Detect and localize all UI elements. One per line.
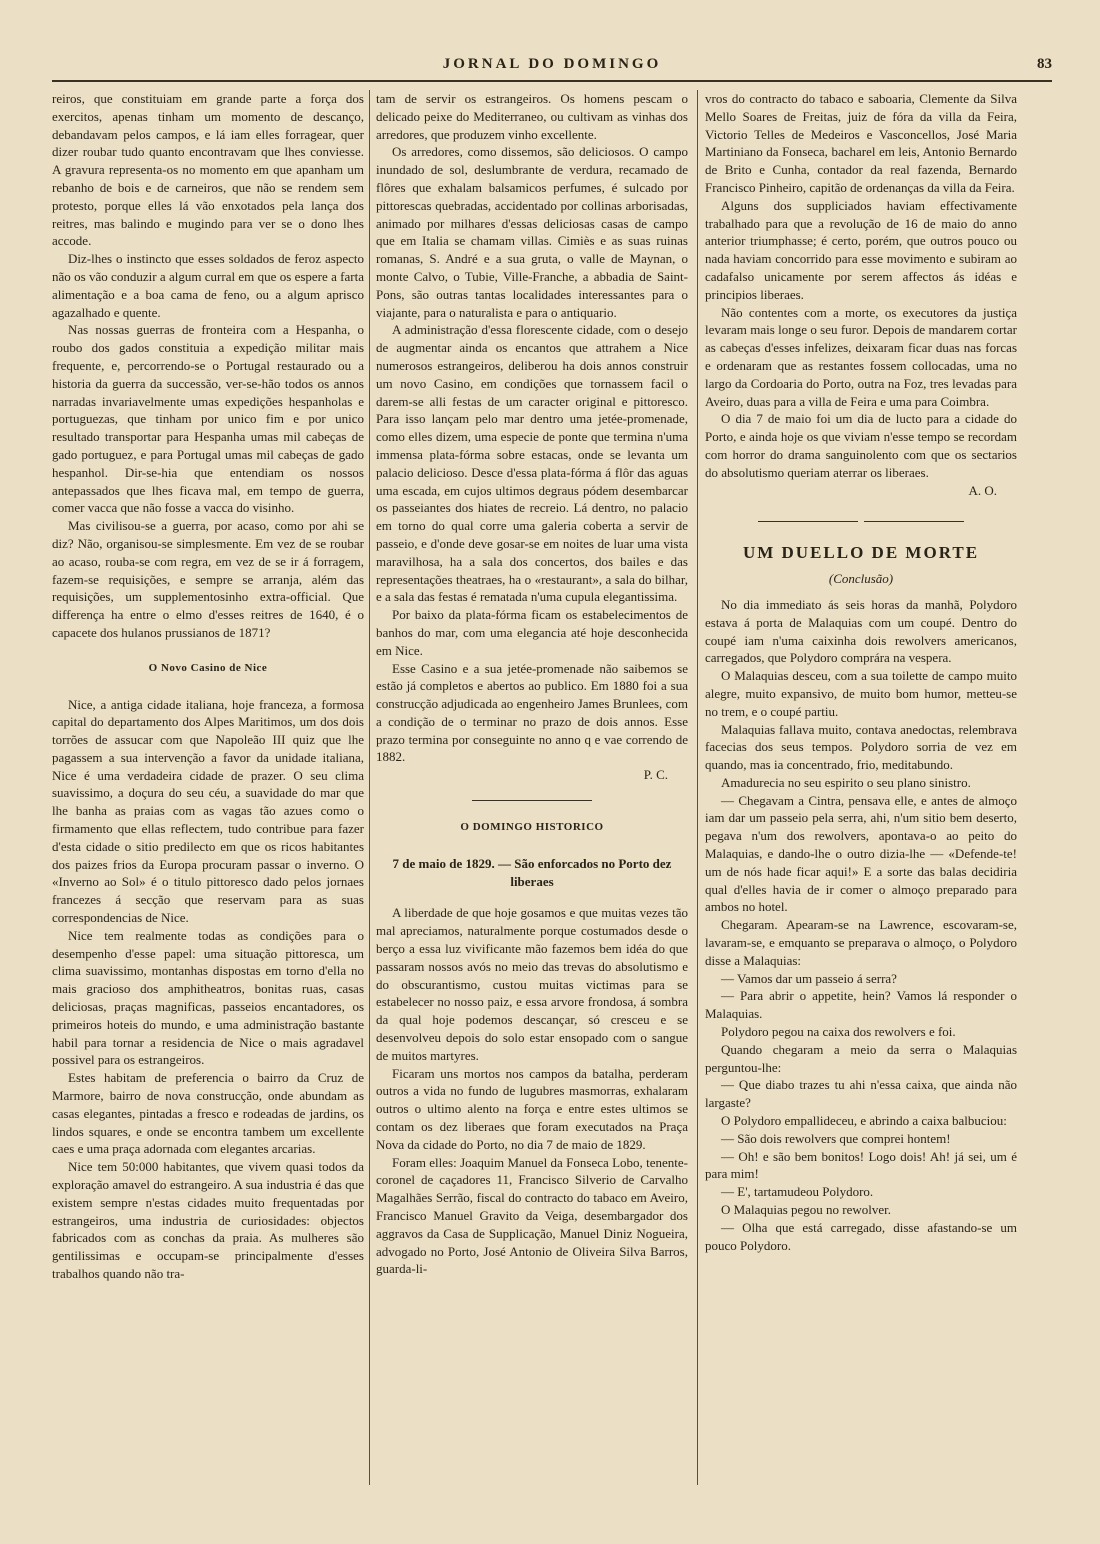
masthead: JORNAL DO DOMINGO — [442, 56, 662, 72]
paragraph: O Malaquias desceu, com a sua toilette de campo muito alegre, muito expansivo, de muito bom humor, metteu-se no trem, e o coupé partiu. — [705, 668, 1017, 719]
paragraph: Por baixo da plata-fórma ficam os estabelecimentos de banhos do mar, com uma elegancia até hoje desconhecida em Nice. — [376, 607, 688, 658]
paragraph: Ficaram uns mortos nos campos da batalha, perderam outros a vida no fundo de lugubres masmorras, exhalaram outros o ultimo alento na força e entre estes ultimos se contam os dez liberaes que foram executados na Praça Nova da cidade do Porto, no dia 7 de maio de 1829. — [376, 1065, 688, 1152]
paragraph: A administração d'essa florescente cidade, com o desejo de augmentar ainda os encantos que attrahem a Nice numerosos estrangeiros, deliberou ha dois annos construir um novo Casino, em condições que tornassem facil o darem-se alli festas de um caracter original e pittoresco. Para isso lançam pelo mar dentro uma jetée-promenade, como elles dizem, uma especie de ponte que termina n'uma immensa plata-fórma sobre estacas, onde se levanta um palacio delicioso. Desce d'essa plata-fórma á flôr das aguas uma escada, em cujos ultimos degraus pódem desembarcar os passeiantes dos hiates de recreio. Lá dentro, no palacio em torno do qual corre uma galeria coberta a servir de passeio, e d'onde deve gosar-se em noites de luar uma vista maravilhosa, ha a sala dos concertos, dos bailes e das representações theatraes, ha o «restaurant», a sala do bilhar, e a sala das festas é rematada n'uma cupula elegantissima. — [376, 322, 688, 605]
section-heading-casino: O Novo Casino de Nice — [148, 661, 268, 674]
paragraph: — Que diabo trazes tu ahi n'essa caixa, que ainda não largaste? — [705, 1077, 1017, 1111]
paragraph: — Oh! e são bem bonitos! Logo dois! Ah! já sei, um é para mim! — [705, 1148, 1017, 1182]
signature: A. O. — [968, 482, 997, 498]
paragraph: Foram elles: Joaquim Manuel da Fonseca Lobo, tenente-coronel de caçadores 11, Francisco Silverio de Carvalho Magalhães Serrão, fiscal do contracto do tabaco em Aveiro, Francisco Manuel Gravito da Veiga, desembargador dos aggravos da Casa de Supplicação, Manuel Diniz Nogueira, advogado no Porto, José Antonio de Oliveira Silva Barros, guarda-li- — [376, 1154, 688, 1277]
paragraph: Os arredores, como dissemos, são deliciosos. O campo inundado de sol, deslumbrante de verdura, recamado de flôres que exhalam balsamicos perfumes, é sulcado por pittorescas quebradas, accidentado por collinas arborisadas, animado por milhares d'essas deliciosas casas de campo que em Italia se chamam villas. Cimiès e as suas ruinas romanas, S. André e a sua gruta, o valle de Maynan, o monte Calvo, o Tubie, Ville-Franche, a abbadia de Saint-Pons, são outras tantas localidades interessantes para o viajante, para o naturalista e para o antiquario. — [376, 144, 688, 320]
paragraph: — Chegavam a Cintra, pensava elle, e antes de almoço iam dar um passeio pela serra, ahi, n'um sitio bem deserto, pegava n'um dos rewolvers, apontava-o ao peito do Malaquias, e dando-lhe o outro dizia-lhe — «Defende-te! um de nós hade ficar aqui!» E a sorte das balas decidiria qual d'elles havia de ir comer o almoço preparado para ambos no hotel. — [705, 792, 1017, 915]
paragraph: Nice, a antiga cidade italiana, hoje franceza, a formosa capital do departamento dos Alpes Maritimos, um dos dois torrões de assucar com que Napoleão III quiz que lhe pagassem a sua intervenção a favor da unidade italiana, Nice é uma verdadeira cidade de prazer. O seu clima suavissimo, a doçura do seu céu, a suavidade do mar que lhe banha as praias com as vagas tão azues como o firmamento que ellas reflectem, tudo contribue para fazer d'esta cidade o sitio predilecto em que os ricos habitantes dos paizes frios da Europa procuram passar o inverno. O «Inverno ao Sol» é o titulo pittoresco dado pelos jornaes francezes á secção que reservam para as suas correspondencias de Nice. — [52, 696, 364, 926]
column-divider-2 — [697, 90, 698, 1485]
paragraph: Chegaram. Apearam-se na Lawrence, escovaram-se, lavaram-se, e emquanto se preparava o almoço, o Polydoro disse a Malaquias: — [705, 917, 1017, 968]
paragraph: Nas nossas guerras de fronteira com a Hespanha, o roubo dos gados constituia a expedição militar mais frequente, e, percorrendo-se o Portugal restaurado ou a historia da guerra da successão, ver-se-hão todos os annos narradas invariavelmente umas expedições hespanholas e portuguezas, que tinham por unico fim e por unico resultado transportar para Hespanha umas mil cabeças de gado portuguez, e para Portugal umas mil cabeças de gado hespanhol. Dir-se-hia que entendiam os nossos antepassados que lhes ficava mal, em tempo de guerra, comer vacca que não fosse a vacca do visinho. — [52, 322, 364, 516]
story-title: UM DUELLO DE MORTE — [742, 543, 980, 563]
paragraph: Esse Casino e a sua jetée-promenade não saibemos se estão já completos e abertos ao publico. Em 1880 foi a sua construcção adjudicada ao engenheiro James Brunlees, com a condição de o terminar no prazo de dois annos. Esse prazo termina por conseguinte no anno q e vae correndo de 1882. — [376, 660, 688, 765]
section-rule — [705, 521, 1017, 522]
page-header — [52, 56, 1052, 78]
paragraph: Nice tem realmente todas as condições para o desempenho d'esse papel: uma situação pittoresca, um clima suavissimo, montanhas dispostas em torno d'ella no mais gracioso dos amphitheatros, bonitas ruas, casas deliciosas, praças magnificas, passeios encantadores, os primeiros hoteis do mundo, e uma administração bastante habil para tornar a residencia de Nice o mais agradavel possivel para os estrangeiros. — [52, 927, 364, 1068]
section-rule — [472, 800, 592, 801]
paragraph: vros do contracto do tabaco e saboaria, Clemente da Silva Mello Soares de Freitas, juiz de fóra da villa da Feira, Victorio Telles de Medeiros e Vasconcellos, José Maria Martiniano da Fonseca, bacharel em leis, Antonio Bernardo de Brito e Cunha, contador da real fazenda, Bernardo Francisco Pinheiro, capitão de ordenanças da villa da Feira. — [705, 91, 1017, 195]
paragraph: — São dois rewolvers que comprei hontem! — [721, 1130, 951, 1146]
paragraph: Estes habitam de preferencia o bairro da Cruz de Marmore, bairro de nova construcção, onde abundam as casas elegantes, pintadas a fresco e rodeadas de jardins, os lindos squares, e onde se encontra tambem um excellente caes e uma praça adornada com elegantes arcarias. — [52, 1070, 364, 1157]
story-subtitle: (Conclusão) — [828, 571, 894, 587]
column-divider-1 — [369, 90, 370, 1485]
signature: P. C. — [643, 767, 668, 783]
paragraph: Nice tem 50:000 habitantes, que vivem quasi todos da exploração amavel do estrangeiro. A sua industria é das que existem sempre n'estas cidades muito frequentadas por estrangeiros, uma industria de curiosidades: objectos fabricados com as conchas da praia. As mulheres são gentilissimas e occupam-se principalmente d'esses trabalhos quando não tra- — [52, 1159, 364, 1281]
paragraph: — Vamos dar um passeio á serra? — [721, 970, 897, 986]
column-2 — [376, 90, 688, 1485]
paragraph: A liberdade de que hoje gosamos e que muitas vezes tão mal apreciamos, naturalmente porque costumados desde o berço a essa luz vivificante mão fazemos bem idéa do que passaram nossos avós no meio das trevas do absolutismo e do obscurantismo, custou muitas victimas para se estabelecer no nosso paiz, e essa arvore frondosa, á sombra da qual hoje podemos descançar, só cresceu e se desenvolveu depois do solo estar ensopado com o sangue de muitos martyres. — [376, 905, 688, 1063]
paragraph: O Polydoro empallideceu, e abrindo a caixa balbuciou: — [721, 1113, 1007, 1129]
header-rule — [52, 80, 1052, 82]
paragraph: O Malaquias pegou no rewolver. — [721, 1202, 892, 1218]
paragraph: Mas civilisou-se a guerra, por acaso, como por ahi se diz? Não, organisou-se simplesmente. Em vez de se roubar ao acaso, rouba-se com regra, em vez de se ir á forragem, fazem-se requisições, e sempre se arranja, além das requisições, um supplementosinho extra-official. Que differença ha entre o elmo d'esses reitres de 1640, é o capacete dos hulanos prussianos de 1871? — [52, 518, 364, 640]
paragraph: Amadurecia no seu espirito o seu plano sinistro. — [721, 774, 971, 790]
paragraph: Não contentes com a morte, os executores da justiça levaram mais longe o seu furor. Depois de mandarem cortar as cabeças d'esses infelizes, deixaram ficar duas nas forcas e ordenaram que as restantes fossem collocadas, uma no largo da Cordoaria do Porto, outra na Foz, tres levadas para Aveiro, duas para a villa de Feira e uma para Coimbra. — [705, 304, 1017, 409]
paragraph: Diz-lhes o instincto que esses soldados de feroz aspecto não os vão conduzir a algum curral em que os espere a farta alimentação e a boa cama de feno, ou a algum aprisco agazalhado e quente. — [52, 251, 364, 320]
paragraph: Alguns dos suppliciados haviam effectivamente trabalhado para que a revolução de 16 de maio do anno anterior triumphasse; é certo, porém, que outros pouco ou nada haviam concorrido para esse movimento e subiram ao cadafalso unicamente por serem affectos ás idéas e principios liberaes. — [705, 197, 1017, 302]
column-3 — [705, 90, 1017, 1485]
paragraph: — Olha que está carregado, disse afastando-se um pouco Polydoro. — [705, 1219, 1017, 1253]
paragraph: Malaquias fallava muito, contava anedoctas, relembrava facecias dos seus tempos. Polydoro sorria de vez em quando, mas ia concentrado, frio, meditabundo. — [705, 721, 1017, 773]
paragraph: — E', tartamudeou Polydoro. — [721, 1184, 874, 1200]
paragraph: Quando chegaram a meio da serra o Malaquias perguntou-lhe: — [705, 1041, 1017, 1075]
paragraph: reiros, que constituiam em grande parte a força dos exercitos, apenas tinham um momento de descanço, debandavam pelos campos, e lá iam elles forragear, quer dizer roubar tudo quanto encontravam que lhes conviesse. A gravura representa-os no momento em que apanham um rebanho de bois e de carneiros, que não se rendem sem protesto, porque elles lá vão enxotados pela lança dos reitres, mas balindo e mugindo para ver se o dono lhes accode. — [52, 91, 364, 249]
paragraph: Polydoro pegou na caixa dos rewolvers e foi. — [721, 1024, 956, 1040]
paragraph: — Para abrir o appetite, hein? Vamos lá responder o Malaquias. — [705, 988, 1017, 1022]
paragraph: tam de servir os estrangeiros. Os homens pescam o delicado peixe do Mediterraneo, ou cultivam as vinhas dos arredores, que produzem vinho excellente. — [376, 91, 688, 142]
section-heading-historico: O DOMINGO HISTORICO — [460, 821, 604, 834]
paragraph: No dia immediato ás seis horas da manhã, Polydoro estava á porta de Malaquias com um coupé. Dentro do coupé iam n'uma caixinha dois rewolvers americanos, carregados, que Polydoro comprára na vespera. — [705, 596, 1017, 666]
page-number: 83 — [1037, 56, 1052, 72]
column-1 — [52, 90, 364, 1485]
paragraph: O dia 7 de maio foi um dia de lucto para a cidade do Porto, e ainda hoje os que viviam n'esse tempo se recordam com horror do drama sanguinolento com que os sectarios do absolutismo queriam aterrar os liberaes. — [705, 411, 1017, 480]
dated-subheading: 7 de maio de 1829. — São enforcados no Porto dez liberaes — [392, 855, 672, 889]
